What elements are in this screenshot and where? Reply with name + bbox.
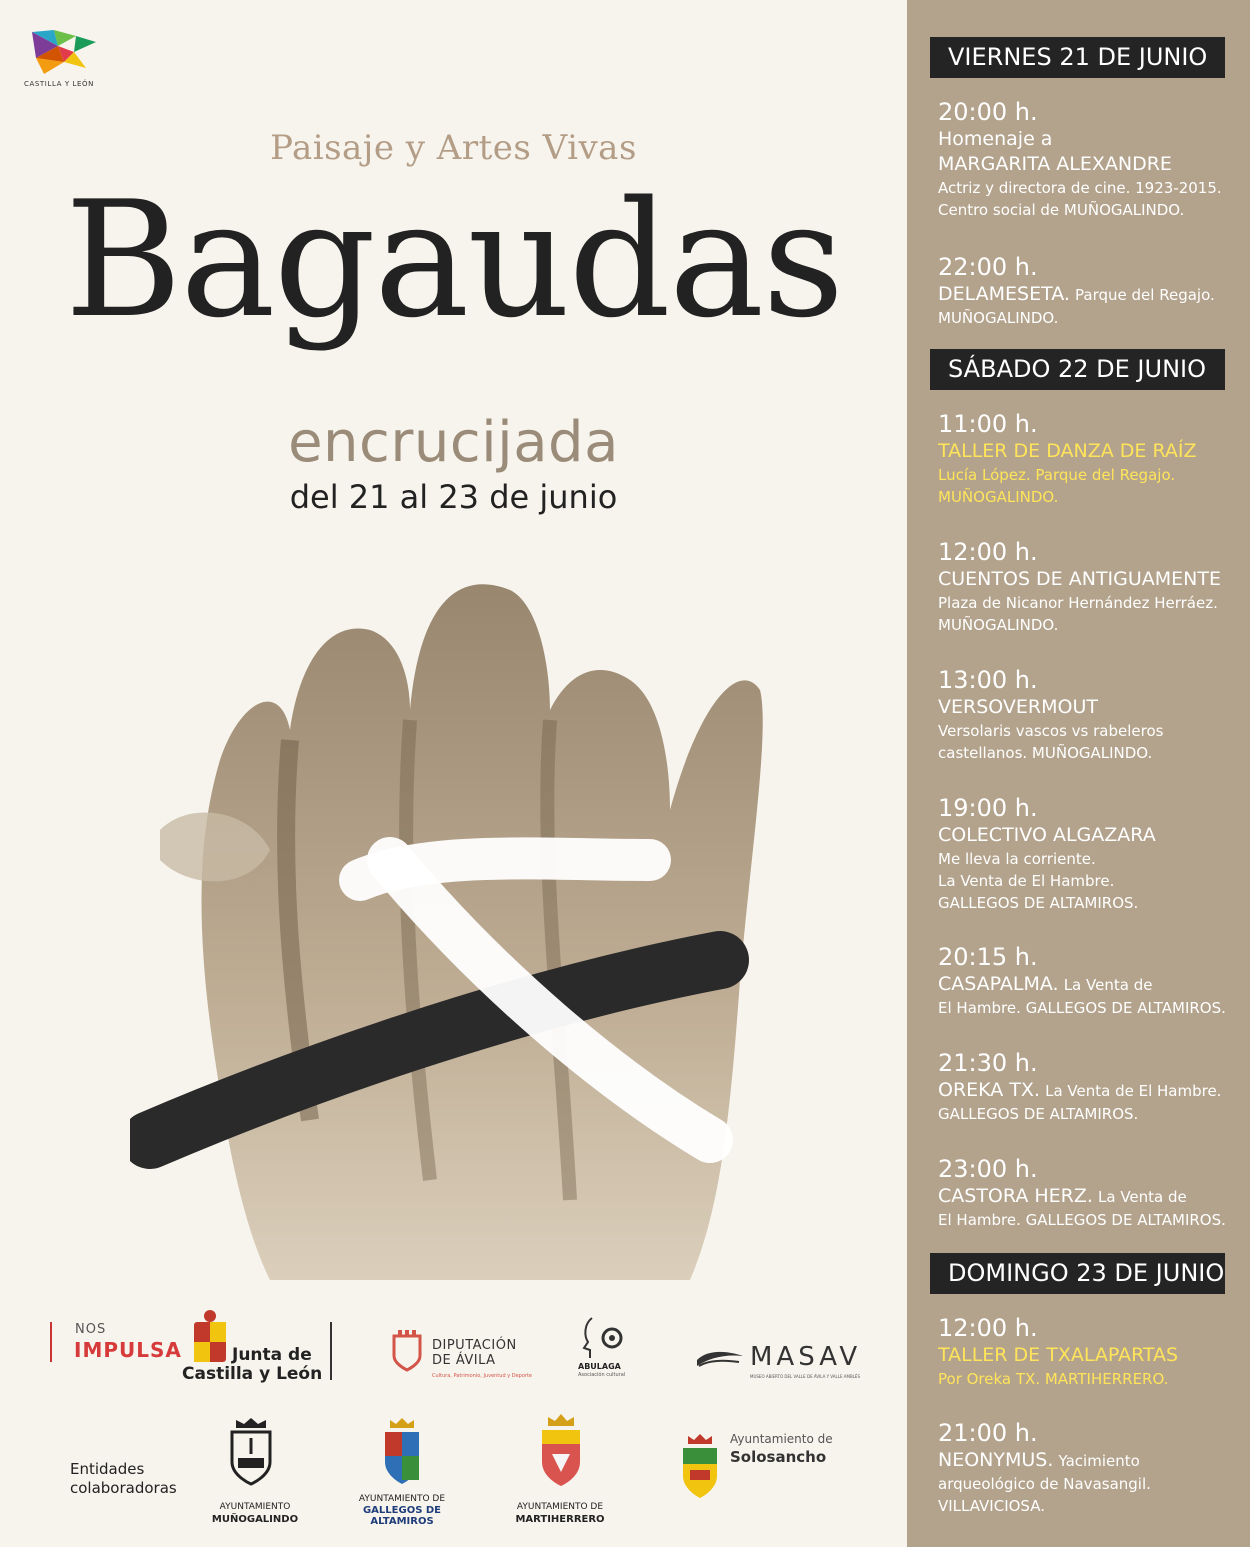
diputacion-shield-icon	[390, 1330, 424, 1376]
event-desc-line2: GALLEGOS DE ALTAMIROS.	[938, 1105, 1139, 1123]
event-place: La Venta de	[1063, 976, 1153, 994]
event-item	[938, 97, 1244, 221]
event-desc-line2: castellanos. MUÑOGALINDO.	[938, 744, 1153, 762]
solosancho-crest-icon	[680, 1434, 720, 1504]
day-header-sunday: DOMINGO 23 DE JUNIO	[930, 1253, 1225, 1294]
munogalindo-line2: MUÑOGALINDO	[211, 1514, 299, 1525]
event-desc: Actriz y directora de cine. 1923-2015.	[938, 179, 1222, 197]
abulaga-small: Asociación cultural	[578, 1372, 626, 1378]
event-item	[938, 1313, 1244, 1390]
event-time: 19:00 h.	[938, 794, 1038, 822]
munogalindo-line1: AYUNTAMIENTO	[219, 1502, 291, 1512]
junta-line2: Castilla y León	[182, 1364, 323, 1384]
masav-label: MASAV	[750, 1342, 862, 1372]
impulsa-label: IMPULSA	[74, 1338, 182, 1362]
event-place: Parque del Regajo.	[1075, 286, 1215, 304]
martiherrero-crest-icon	[538, 1414, 584, 1492]
event-place: La Venta de El Hambre.	[1045, 1082, 1222, 1100]
castilla-leon-label: CASTILLA Y LEÓN	[24, 80, 95, 88]
event-desc: Versolaris vascos vs rabeleros	[938, 722, 1164, 740]
event-time: 12:00 h.	[938, 1314, 1038, 1342]
event-desc-line2: El Hambre. GALLEGOS DE ALTAMIROS.	[938, 1211, 1226, 1229]
event-time: 21:30 h.	[938, 1049, 1038, 1077]
event-item	[938, 665, 1244, 764]
event-desc: Plaza de Nicanor Hernández Herráez.	[938, 594, 1218, 612]
event-title: TALLER DE DANZA DE RAÍZ	[938, 440, 1197, 462]
event-item	[938, 409, 1244, 508]
event-item	[938, 537, 1244, 636]
collaborators-row	[40, 1400, 880, 1540]
event-desc-line3: GALLEGOS DE ALTAMIROS.	[938, 894, 1139, 912]
diputacion-line2: DE ÁVILA	[432, 1353, 496, 1368]
event-desc: Lucía López. Parque del Regajo.	[938, 466, 1176, 484]
event-desc-line2: MUÑOGALINDO.	[938, 616, 1059, 634]
abulaga-label: ABULAGA	[578, 1362, 621, 1371]
junta-line1: Junta de	[232, 1345, 312, 1365]
event-title: CUENTOS DE ANTIGUAMENTE	[938, 568, 1221, 590]
castilla-leon-icon	[24, 28, 98, 76]
solosancho-line2: Solosancho	[730, 1448, 827, 1466]
event-time: 20:15 h.	[938, 943, 1038, 971]
poster-subtitle: Paisaje y Artes Vivas	[270, 128, 637, 168]
gallegos-line3: ALTAMIROS	[370, 1516, 434, 1527]
event-title: DELAMESETA.	[938, 283, 1070, 305]
event-title: CASTORA HERZ.	[938, 1185, 1093, 1207]
event-title: COLECTIVO ALGAZARA	[938, 824, 1156, 846]
martiherrero-line2: MARTIHERRERO	[515, 1514, 605, 1525]
gallegos-crest-icon	[382, 1418, 422, 1490]
event-title: Homenaje a	[938, 128, 1053, 150]
collaborators-label	[70, 1460, 177, 1498]
nos-label: NOS	[75, 1322, 107, 1337]
event-title: TALLER DE TXALAPARTAS	[938, 1344, 1179, 1366]
collab-label-line2: colaboradoras	[70, 1479, 177, 1497]
poster-tagline: encrucijada	[288, 410, 619, 475]
abulaga-face-icon	[578, 1316, 624, 1364]
event-title: NEONYMUS.	[938, 1449, 1054, 1471]
event-title: VERSOVERMOUT	[938, 696, 1098, 718]
diputacion-small: Cultura, Patrimonio, Juventud y Deporte	[432, 1373, 533, 1379]
event-item	[938, 1048, 1244, 1125]
poster-dates: del 21 al 23 de junio	[289, 478, 618, 516]
divider	[50, 1322, 52, 1362]
event-item	[938, 1154, 1244, 1231]
event-place: Yacimiento	[1058, 1452, 1140, 1470]
gallegos-line1: AYUNTAMIENTO DE	[358, 1494, 446, 1504]
event-time: 12:00 h.	[938, 538, 1038, 566]
day-header-friday: VIERNES 21 DE JUNIO	[930, 37, 1225, 78]
event-desc-line3: VILLAVICIOSA.	[938, 1497, 1045, 1515]
event-title: OREKA TX.	[938, 1079, 1040, 1101]
collab-label-line1: Entidades	[70, 1460, 145, 1478]
poster-title: Bagaudas	[64, 166, 843, 353]
event-item	[938, 252, 1244, 329]
event-time: 13:00 h.	[938, 666, 1038, 694]
diputacion-line1: DIPUTACIÓN	[432, 1338, 517, 1353]
junta-shield-icon	[192, 1308, 228, 1364]
schedule-panel	[907, 0, 1250, 1547]
event-item	[938, 942, 1244, 1019]
gallegos-line2: GALLEGOS DE	[362, 1505, 442, 1516]
day-header-saturday: SÁBADO 22 DE JUNIO	[930, 349, 1225, 390]
event-place: La Venta de	[1098, 1188, 1187, 1206]
event-item	[938, 1418, 1244, 1517]
castilla-leon-logo	[24, 28, 104, 88]
event-title: CASAPALMA.	[938, 973, 1059, 995]
event-desc: Me lleva la corriente.	[938, 850, 1096, 868]
event-desc-line2: El Hambre. GALLEGOS DE ALTAMIROS.	[938, 999, 1226, 1017]
munogalindo-crest-icon	[228, 1418, 274, 1490]
event-title-line2: MARGARITA ALEXANDRE	[938, 153, 1172, 175]
event-desc-line2: arqueológico de Navasangil.	[938, 1475, 1151, 1493]
divider	[330, 1322, 332, 1380]
sponsors-row	[40, 1300, 880, 1390]
event-time: 22:00 h.	[938, 253, 1038, 281]
event-time: 23:00 h.	[938, 1155, 1038, 1183]
event-desc-line2: MUÑOGALINDO.	[938, 488, 1059, 506]
event-item	[938, 793, 1244, 914]
masav-small: MUSEO ABIERTO DEL VALLE DE ÁVILA Y VALLE AMBLÉS	[750, 1374, 861, 1379]
solosancho-line1: Ayuntamiento de	[730, 1432, 833, 1446]
event-desc-line2: MUÑOGALINDO.	[938, 309, 1059, 327]
event-time: 21:00 h.	[938, 1419, 1038, 1447]
event-time: 20:00 h.	[938, 98, 1038, 126]
event-time: 11:00 h.	[938, 410, 1038, 438]
masav-swoosh-icon	[695, 1346, 745, 1374]
event-desc: Por Oreka TX. MARTIHERRERO.	[938, 1370, 1169, 1388]
event-desc-line2: Centro social de MUÑOGALINDO.	[938, 201, 1185, 219]
event-desc-line2: La Venta de El Hambre.	[938, 872, 1115, 890]
brush-art-illustration	[130, 560, 770, 1280]
martiherrero-line1: AYUNTAMIENTO DE	[516, 1502, 604, 1512]
